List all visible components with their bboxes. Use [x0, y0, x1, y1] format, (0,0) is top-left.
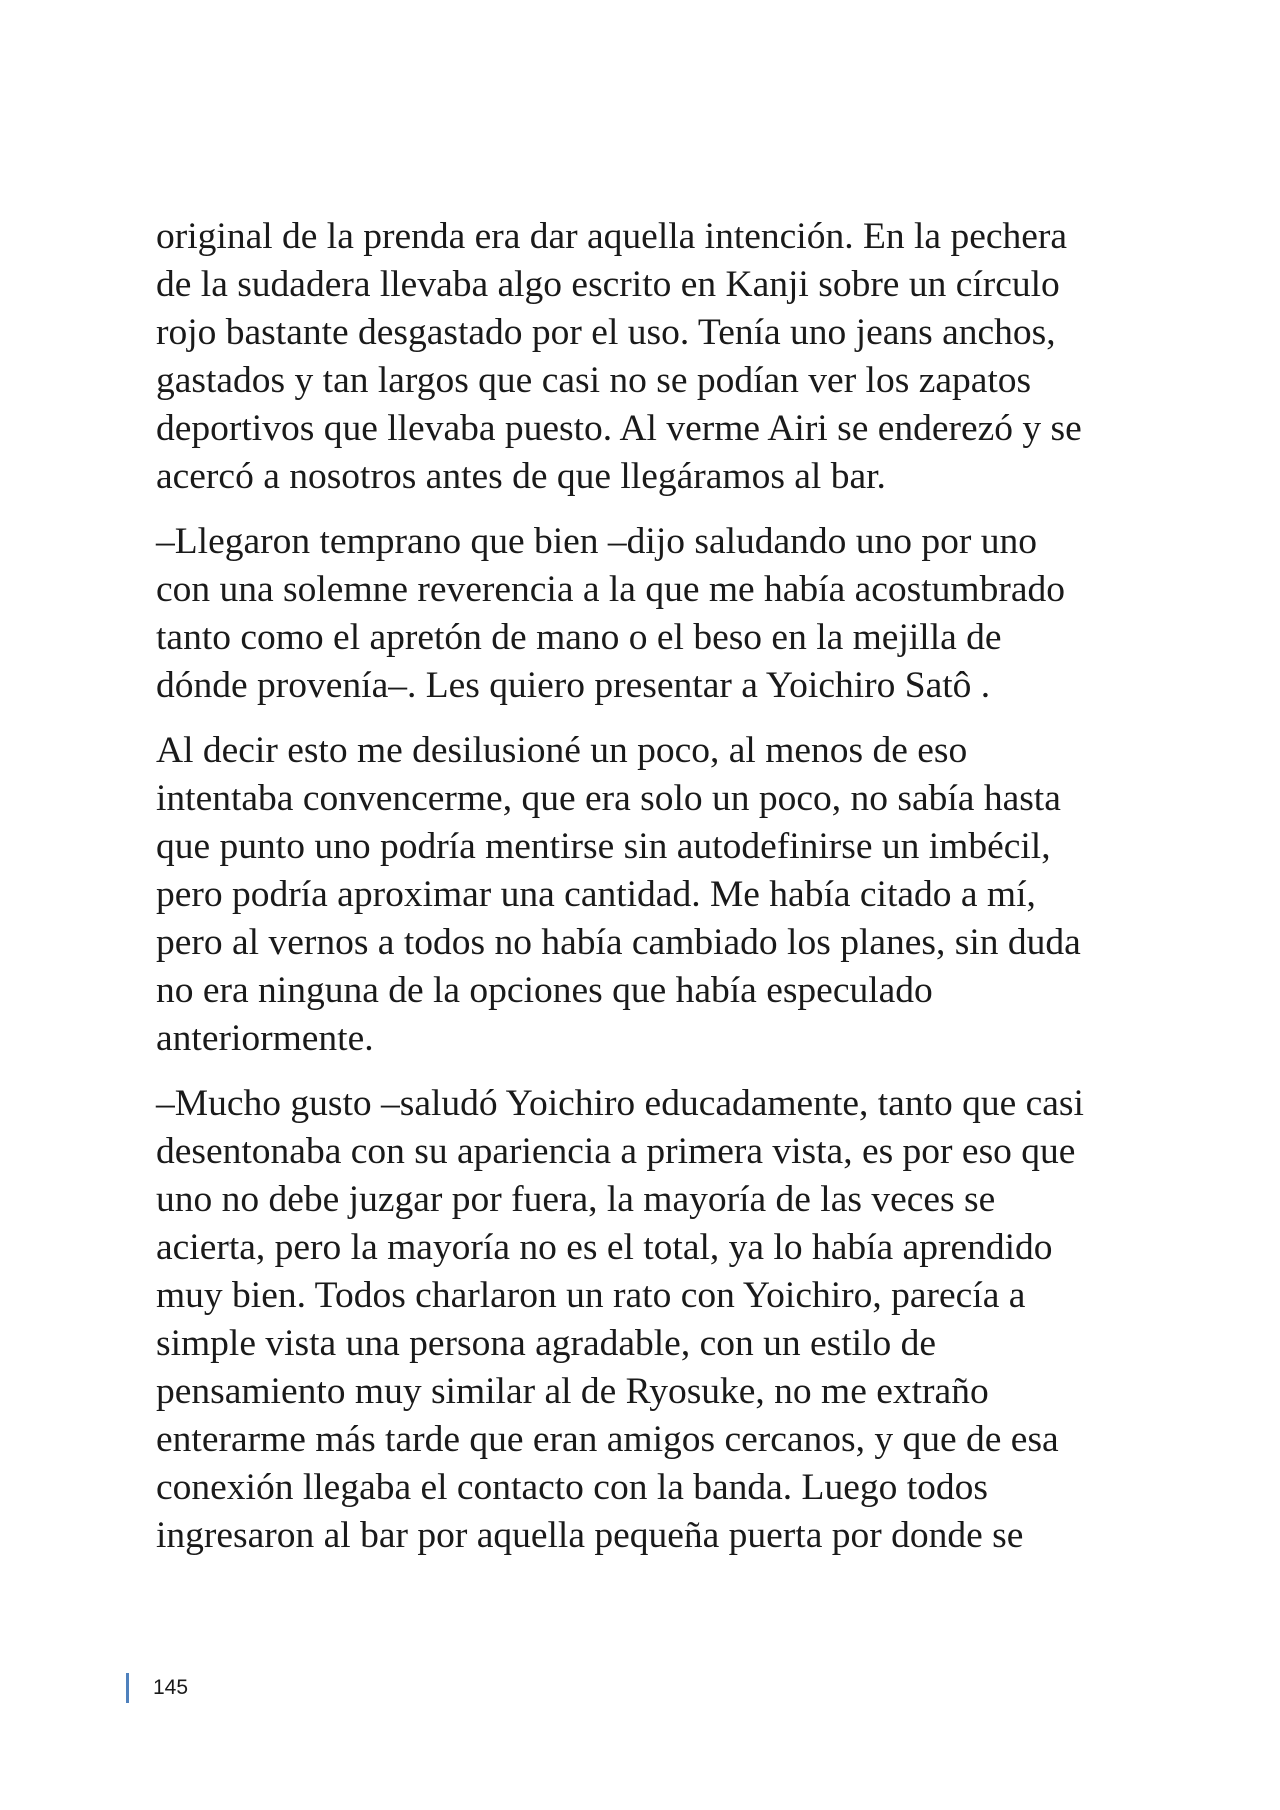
text-line: no era ninguna de la opciones que había especulado: [156, 970, 933, 1011]
text-line: con una solemne reverencia a la que me había acostumbrado: [156, 569, 1065, 610]
text-line: pensamiento muy similar al de Ryosuke, no me extraño: [156, 1371, 989, 1412]
text-line: acercó a nosotros antes de que llegáramos al bar.: [156, 456, 886, 497]
body-text: [156, 213, 1126, 1577]
page-footer: [126, 1672, 188, 1704]
text-line: dónde provenía–. Les quiero presentar a Yoichiro Satô .: [156, 665, 991, 706]
text-line: anteriormente.: [156, 1018, 374, 1059]
page-number: 145: [153, 1676, 189, 1699]
text-line: –Mucho gusto –saludó Yoichiro educadamente, tanto que casi: [156, 1083, 1084, 1124]
text-line: original de la prenda era dar aquella intención. En la pechera: [156, 216, 1068, 257]
text-line: uno no debe juzgar por fuera, la mayoría de las veces se: [156, 1179, 996, 1220]
text-line: acierta, pero la mayoría no es el total, ya lo había aprendido: [156, 1227, 1053, 1268]
text-line: rojo bastante desgastado por el uso. Tenía uno jeans anchos,: [156, 312, 1056, 353]
text-line: –Llegaron temprano que bien –dijo saludando uno por uno: [156, 521, 1038, 562]
text-line: gastados y tan largos que casi no se podían ver los zapatos: [156, 360, 1032, 401]
text-line: muy bien. Todos charlaron un rato con Yoichiro, parecía a: [156, 1275, 1026, 1316]
text-line: tanto como el apretón de mano o el beso en la mejilla de: [156, 617, 1002, 658]
paragraph: [156, 213, 1126, 501]
text-line: ingresaron al bar por aquella pequeña puerta por donde se: [156, 1515, 1024, 1556]
text-line: pero podría aproximar una cantidad. Me había citado a mí,: [156, 874, 1036, 915]
text-line: conexión llegaba el contacto con la banda. Luego todos: [156, 1467, 988, 1508]
text-line: Al decir esto me desilusioné un poco, al menos de eso: [156, 730, 968, 771]
text-line: intentaba convencerme, que era solo un poco, no sabía hasta: [156, 778, 1061, 819]
text-line: enterarme más tarde que eran amigos cercanos, y que de esa: [156, 1419, 1059, 1460]
paragraph: [156, 1080, 1126, 1560]
footer-accent-bar: [126, 1673, 129, 1703]
text-line: de la sudadera llevaba algo escrito en Kanji sobre un círculo: [156, 264, 1060, 305]
text-line: simple vista una persona agradable, con un estilo de: [156, 1323, 936, 1364]
paragraph: [156, 727, 1126, 1063]
text-line: desentonaba con su apariencia a primera vista, es por eso que: [156, 1131, 1076, 1172]
text-line: pero al vernos a todos no había cambiado los planes, sin duda: [156, 922, 1081, 963]
paragraph: [156, 518, 1126, 710]
text-line: deportivos que llevaba puesto. Al verme Airi se enderezó y se: [156, 408, 1082, 449]
text-line: que punto uno podría mentirse sin autodefinirse un imbécil,: [156, 826, 1051, 867]
